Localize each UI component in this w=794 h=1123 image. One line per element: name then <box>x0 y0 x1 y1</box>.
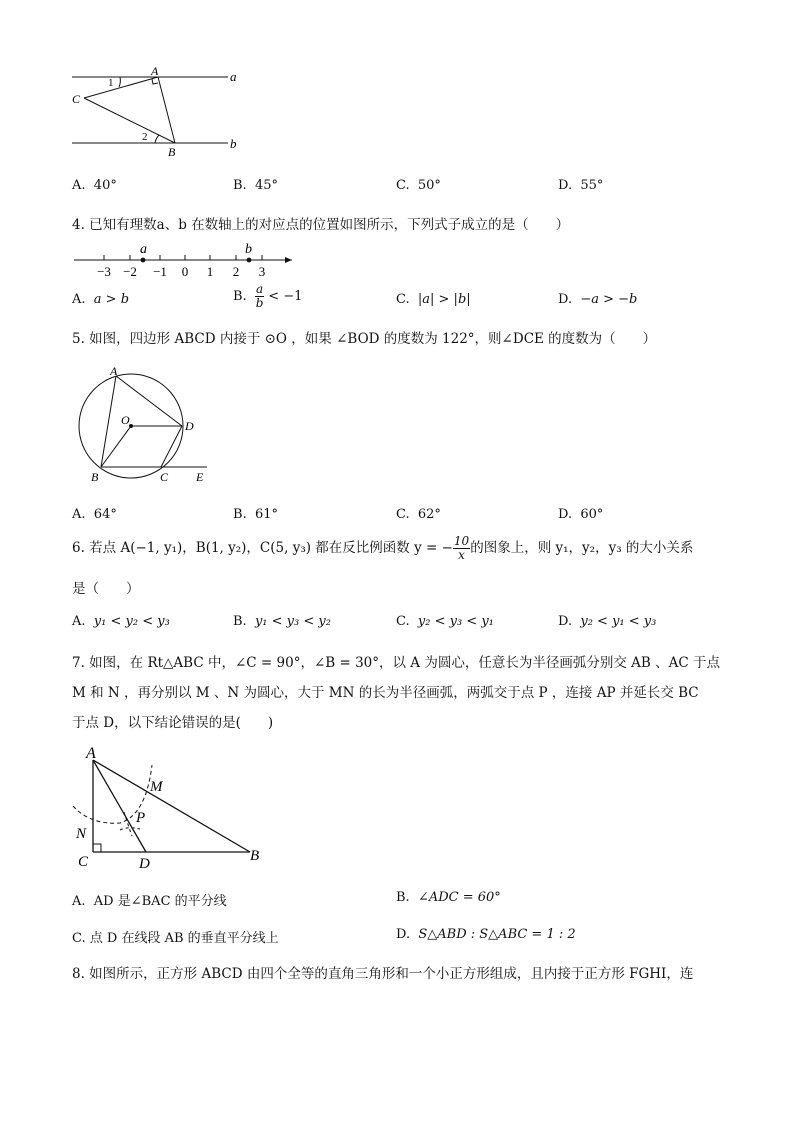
fig5-label-A: A <box>110 364 118 378</box>
q4-option-d[interactable]: D. −a > −b <box>558 292 638 307</box>
fig7-label-B: B <box>250 848 260 864</box>
q7-option-a[interactable]: A. AD 是∠BAC 的平分线 <box>72 894 227 909</box>
numberline-tick-label: 0 <box>181 264 189 278</box>
q3-option-b[interactable]: B. 45° <box>233 178 278 193</box>
q5-option-c[interactable]: C. 62° <box>396 507 441 522</box>
q6-option-c[interactable]: C. y₂ < y₃ < y₁ <box>396 614 494 629</box>
q4-option-b[interactable]: B. $\frac{a}{b}$ < −1 <box>233 282 303 310</box>
fig7-label-N: N <box>76 826 87 842</box>
fig7-label-C: C <box>78 854 89 870</box>
q4-option-c[interactable]: C. |a| > |b| <box>396 292 471 307</box>
label-line-a: a <box>230 69 237 84</box>
q5-option-a[interactable]: A. 64° <box>72 507 117 522</box>
label-angle-2: 2 <box>142 131 148 143</box>
q3-option-d[interactable]: D. 55° <box>558 178 604 193</box>
q7-option-c[interactable]: C. 点 D 在线段 AB 的垂直平分线上 <box>72 931 279 946</box>
label-B: B <box>168 145 176 159</box>
point-a <box>141 258 146 263</box>
numberline-tick-label: 3 <box>258 264 266 278</box>
point-a-label: a <box>140 242 147 257</box>
numberline-tick-label: −2 <box>123 264 137 278</box>
figure-right-triangle <box>65 740 270 875</box>
q4-stem: 4. 已知有理数a、b 在数轴上的对应点的位置如图所示，下列式子成立的是（ ） <box>72 217 570 233</box>
q7-stem-line1: 7. 如图，在 Rt△ABC 中，∠C = 90°，∠B = 30°，以 A 为圆心，任意长为半径画弧分别交 AB 、AC 于点 <box>72 655 720 671</box>
numberline-tick-label: 2 <box>232 264 240 278</box>
fig5-label-C: C <box>160 470 169 484</box>
q7-stem-line3: 于点 D，以下结论错误的是( ) <box>72 715 274 731</box>
fig7-label-P: P <box>136 810 146 826</box>
fig5-label-E: E <box>196 470 204 484</box>
q8-stem: 8. 如图所示，正方形 ABCD 由四个全等的直角三角形和一个小正方形组成，且内接于正方形 FGHI，连 <box>72 966 694 982</box>
label-line-b: b <box>230 136 237 151</box>
figure-parallel-lines <box>60 62 260 162</box>
fig7-label-D: D <box>139 856 150 872</box>
number-line <box>70 238 300 278</box>
numberline-tick-label: −3 <box>97 264 111 278</box>
q6-stem-line2: 是（ ） <box>72 581 140 597</box>
fig5-label-O: O <box>121 413 130 427</box>
q3-option-a[interactable]: A. 40° <box>72 178 117 193</box>
q6-option-a[interactable]: A. y₁ < y₂ < y₃ <box>72 614 170 629</box>
numberline-tick-label: 1 <box>206 264 214 278</box>
q5-stem: 5. 如图，四边形 ABCD 内接于 ⊙O ，如果 ∠BOD 的度数为 122°，则∠DCE 的度数为（ ） <box>72 331 657 347</box>
q6-option-b[interactable]: B. y₁ < y₃ < y₂ <box>233 614 331 629</box>
point-b <box>247 258 252 263</box>
fig7-label-A: A <box>86 745 96 762</box>
label-A: A <box>151 64 159 78</box>
fig7-label-M: M <box>150 779 163 795</box>
q4-option-a[interactable]: A. a > b <box>72 292 130 307</box>
figure-circle-quadrilateral <box>70 358 220 488</box>
numberline-tick-label: −1 <box>153 264 167 278</box>
label-angle-1: 1 <box>108 77 114 89</box>
fig5-label-B: B <box>91 470 99 484</box>
fig5-label-D: D <box>185 419 194 433</box>
q6-option-d[interactable]: D. y₂ < y₁ < y₃ <box>558 614 657 629</box>
label-C: C <box>72 92 81 106</box>
q3-option-c[interactable]: C. 50° <box>396 178 441 193</box>
q5-option-b[interactable]: B. 61° <box>233 507 278 522</box>
q5-option-d[interactable]: D. 60° <box>558 507 604 522</box>
q7-option-b[interactable]: B. ∠ADC = 60° <box>396 890 501 905</box>
q6-stem: 6. 若点 A(−1, y₁)，B(1, y₂)，C(5, y₃) 都在反比例函数 y = − $\frac{10}{x}$ 的图象上，则 y₁，y₂，y₃ 的大小关系 <box>72 534 694 562</box>
point-b-label: b <box>245 242 252 257</box>
q7-option-d[interactable]: D. S△ABD : S△ABC = 1 : 2 <box>396 927 576 942</box>
q7-stem-line2: M 和 N ，再分别以 M 、N 为圆心，大于 MN 的长为半径画弧，两弧交于点 P ，连接 AP 并延长交 BC <box>72 685 699 701</box>
